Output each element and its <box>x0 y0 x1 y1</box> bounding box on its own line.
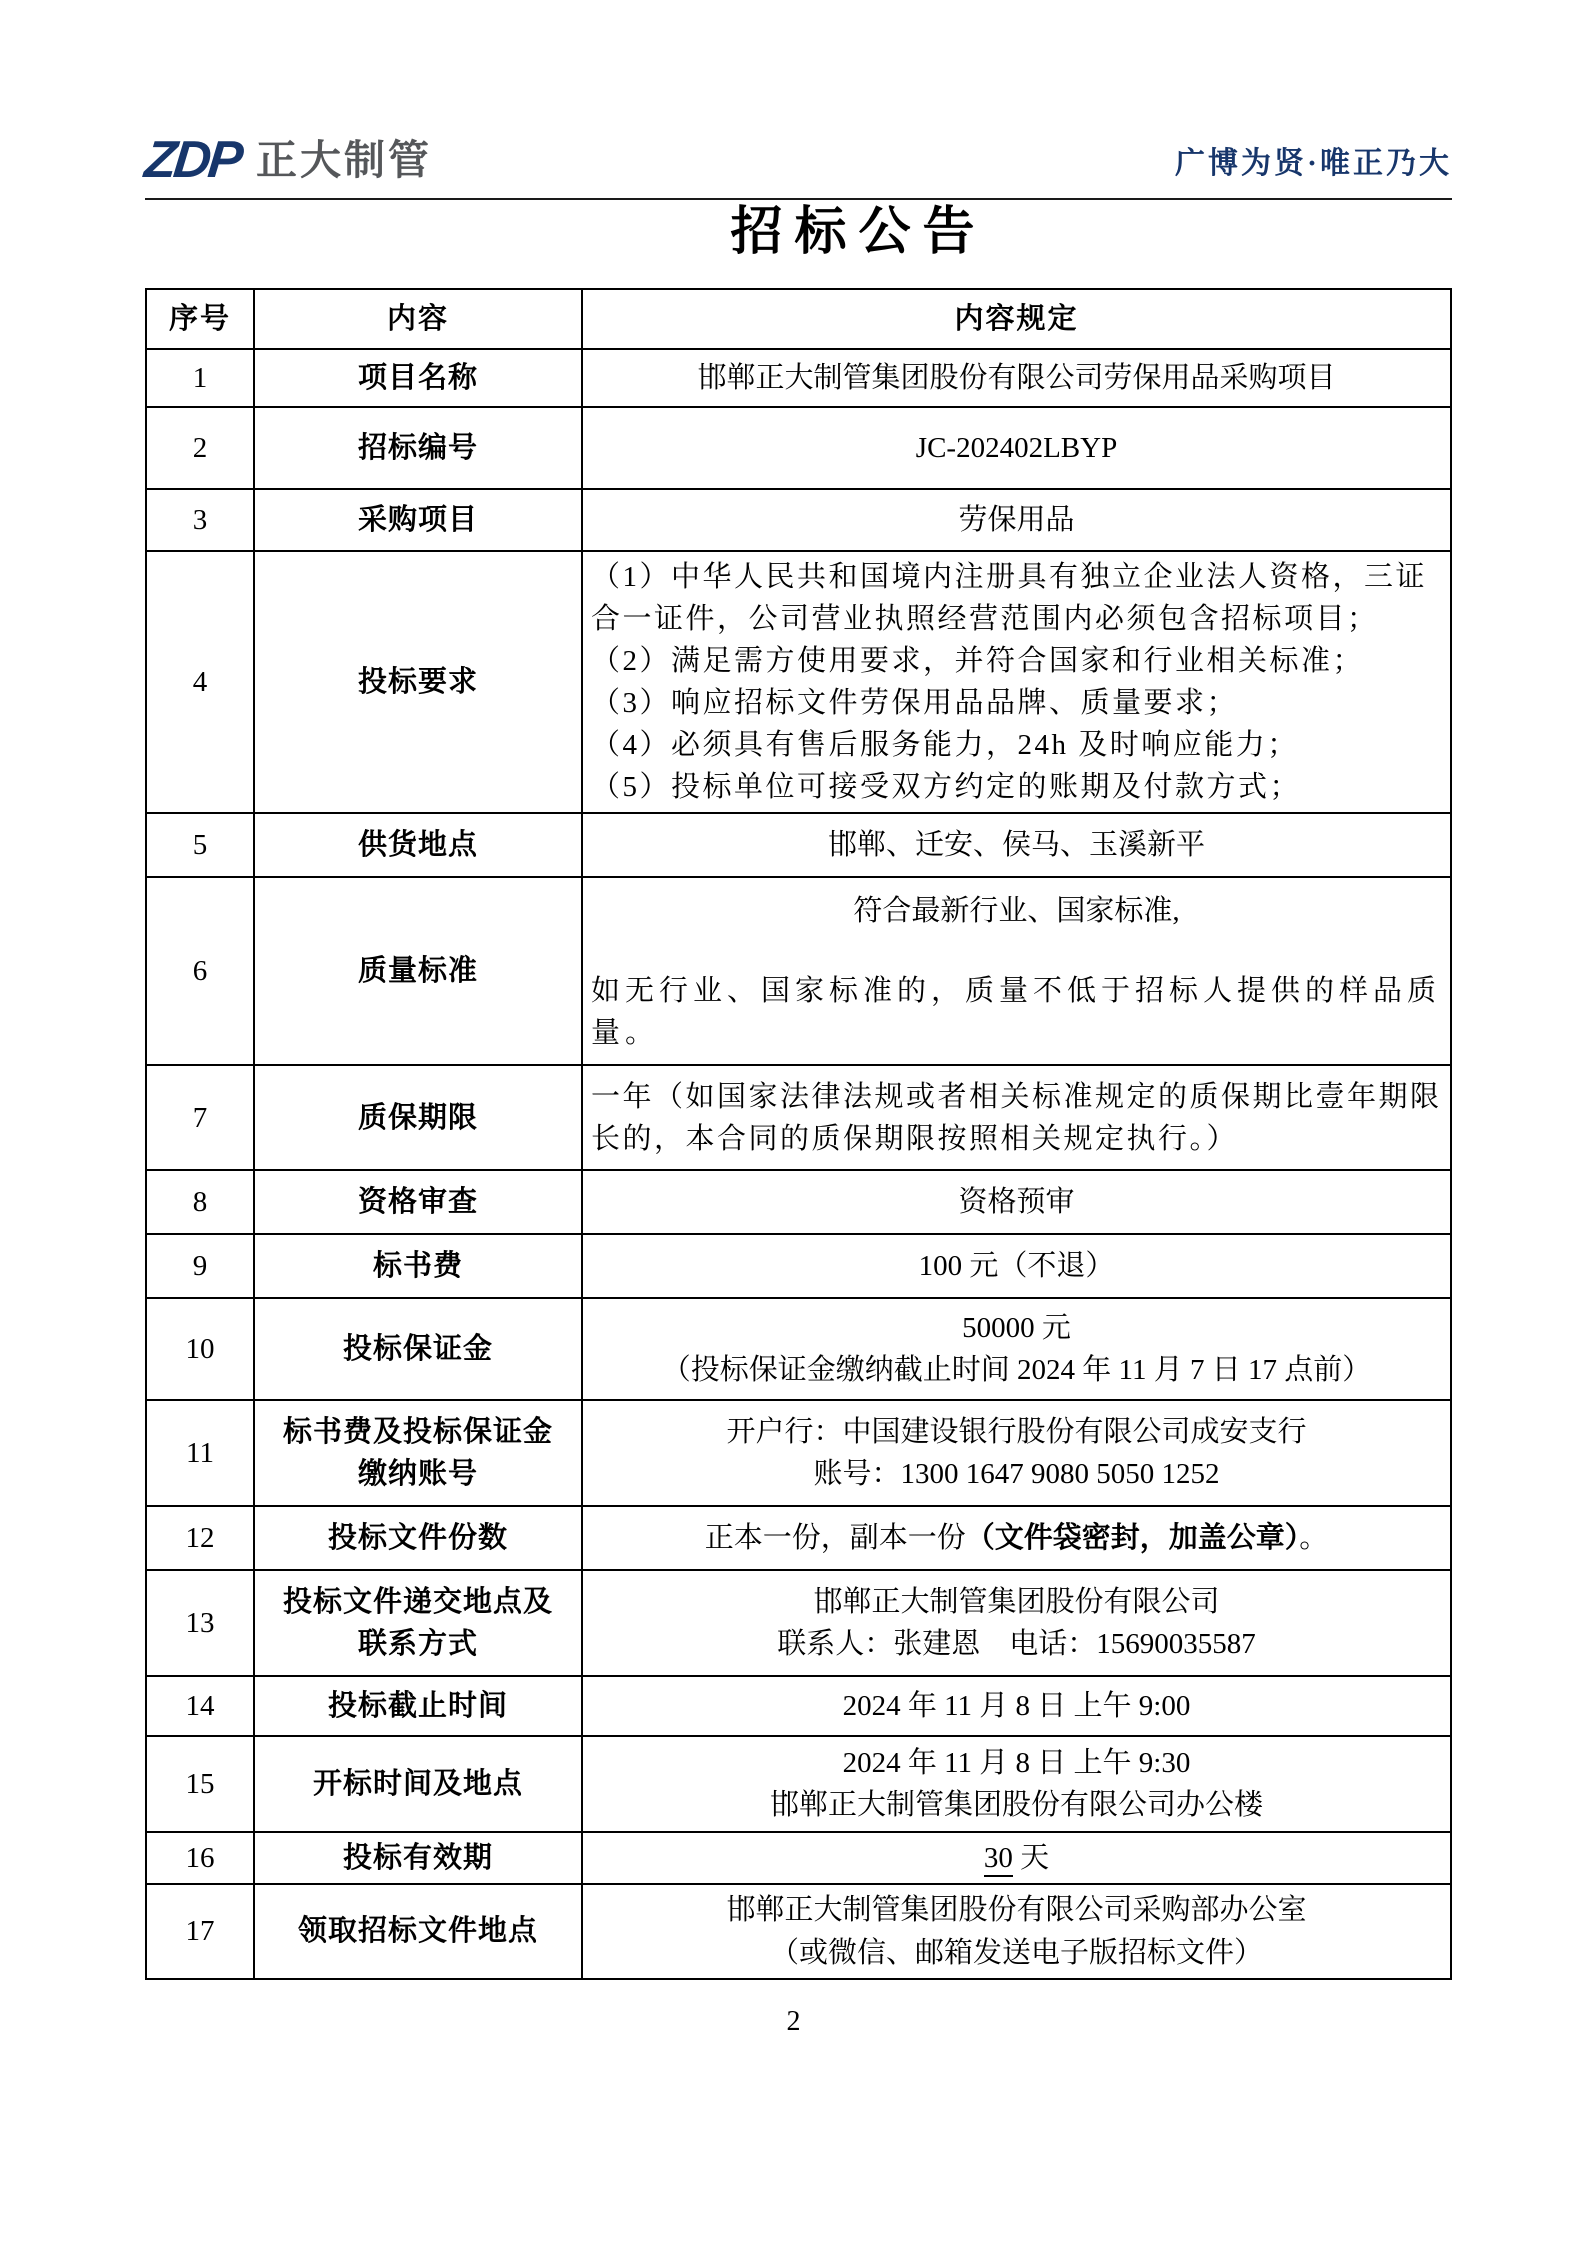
table-row <box>146 1170 1451 1234</box>
row-label: 资格审查 <box>254 1170 582 1234</box>
column-header-no: 序号 <box>146 289 254 349</box>
row-label <box>254 1400 582 1506</box>
row-label: 投标保证金 <box>254 1298 582 1400</box>
table-row <box>146 489 1451 551</box>
content-line: 邯郸正大制管集团股份有限公司 <box>813 1586 1220 1619</box>
table-row <box>146 1676 1451 1736</box>
validity-days-unit: 天 <box>1012 1842 1050 1875</box>
row-number: 16 <box>146 1832 254 1884</box>
table-row <box>146 877 1451 1065</box>
row-content: 劳保用品 <box>582 489 1451 551</box>
row-label: 招标编号 <box>254 407 582 489</box>
row-number: 5 <box>146 813 254 877</box>
row-number: 3 <box>146 489 254 551</box>
zdp-logo-mark: ZDP <box>141 131 244 189</box>
row-number: 13 <box>146 1570 254 1676</box>
row-label <box>254 1570 582 1676</box>
row-number: 10 <box>146 1298 254 1400</box>
label-line: 缴纳账号 <box>357 1458 478 1491</box>
column-header-spec: 内容规定 <box>582 289 1451 349</box>
table-row <box>146 551 1451 813</box>
page-header <box>141 131 1452 200</box>
row-number: 1 <box>146 349 254 407</box>
row-content: 100 元（不退） <box>582 1234 1451 1298</box>
row-label: 投标文件份数 <box>254 1506 582 1570</box>
content-line: （或微信、邮箱发送电子版招标文件） <box>769 1936 1263 1969</box>
row-label: 标书费 <box>254 1234 582 1298</box>
row-label: 开标时间及地点 <box>254 1736 582 1832</box>
row-number: 2 <box>146 407 254 489</box>
label-line: 投标文件递交地点及 <box>282 1586 553 1619</box>
row-label: 质保期限 <box>254 1065 582 1170</box>
table-row <box>146 407 1451 489</box>
row-content <box>582 1884 1451 1978</box>
row-label: 项目名称 <box>254 349 582 407</box>
label-line: 标书费及投标保证金 <box>282 1416 553 1449</box>
row-content: 资格预审 <box>582 1170 1451 1234</box>
content-line: 账号：1300 1647 9080 5050 1252 <box>813 1458 1220 1491</box>
row-content <box>582 551 1451 813</box>
row-label: 投标有效期 <box>254 1832 582 1884</box>
content-line: 2024 年 11 月 8 日 上午 9:30 <box>842 1747 1191 1780</box>
table-row <box>146 813 1451 877</box>
table-row <box>146 1832 1451 1884</box>
row-number: 8 <box>146 1170 254 1234</box>
content-line: （投标保证金缴纳截止时间 2024 年 11 月 7 日 17 点前） <box>661 1354 1372 1387</box>
content-line: 合一证件，公司营业执照经营范围内必须包含招标项目； <box>591 603 1379 636</box>
content-line: 邯郸正大制管集团股份有限公司采购部办公室 <box>726 1894 1307 1927</box>
row-label: 质量标准 <box>254 877 582 1065</box>
content-line: 符合最新行业、国家标准, <box>853 895 1180 928</box>
bid-announcement-table <box>145 288 1452 1980</box>
table-header-row <box>146 289 1451 349</box>
company-slogan: 广博为贤·唯正乃大 <box>1174 147 1452 180</box>
content-line: （2）满足需方使用要求，并符合国家和行业相关标准； <box>591 645 1365 678</box>
row-number: 17 <box>146 1884 254 1978</box>
table-row <box>146 1736 1451 1832</box>
row-content: 邯郸正大制管集团股份有限公司劳保用品采购项目 <box>582 349 1451 407</box>
row-content <box>582 1298 1451 1400</box>
row-number: 15 <box>146 1736 254 1832</box>
content-line: 如无行业、国家标准的，质量不低于招标人提供的样品质量。 <box>591 975 1442 1050</box>
content-line: （5）投标单位可接受双方约定的账期及付款方式； <box>591 771 1302 804</box>
content-text: 正本一份，副本一份 <box>704 1522 966 1555</box>
content-line: （1）中华人民共和国境内注册具有独立企业法人资格，三证 <box>591 561 1428 593</box>
content-line: 联系人：张建恩 电话：15690035587 <box>777 1628 1256 1661</box>
table-row <box>146 349 1451 407</box>
row-content <box>582 1570 1451 1676</box>
row-content: 邯郸、迁安、侯马、玉溪新平 <box>582 813 1451 877</box>
row-label: 领取招标文件地点 <box>254 1884 582 1978</box>
row-content <box>582 1832 1451 1884</box>
label-line: 联系方式 <box>357 1628 478 1661</box>
row-content <box>582 1400 1451 1506</box>
row-label: 采购项目 <box>254 489 582 551</box>
table-row <box>146 1400 1451 1506</box>
table-row <box>146 1298 1451 1400</box>
content-text-bold: （文件袋密封，加盖公章） <box>965 1522 1300 1555</box>
page-number: 2 <box>786 2006 801 2037</box>
company-logo <box>141 131 432 189</box>
row-content: 2024 年 11 月 8 日 上午 9:00 <box>582 1676 1451 1736</box>
page-title: 招标公告 <box>730 204 987 261</box>
content-line: （4）必须具有售后服务能力，24h 及时响应能力； <box>591 729 1299 762</box>
content-line: 50000 元 <box>962 1312 1071 1345</box>
content-line: 开户行：中国建设银行股份有限公司成安支行 <box>726 1416 1307 1449</box>
row-number: 4 <box>146 551 254 813</box>
content-text: 。 <box>1299 1522 1329 1555</box>
row-number: 9 <box>146 1234 254 1298</box>
table-row <box>146 1570 1451 1676</box>
row-content <box>582 1506 1451 1570</box>
table-row <box>146 1065 1451 1170</box>
table-row <box>146 1506 1451 1570</box>
content-line: （3）响应招标文件劳保用品品牌、质量要求； <box>591 687 1239 720</box>
table-row <box>146 1884 1451 1978</box>
content-line: 长的，本合同的质保期限按照相关规定执行。） <box>591 1122 1239 1155</box>
content-line: 一年（如国家法律法规或者相关标准规定的质保期比壹年期限 <box>591 1080 1442 1113</box>
row-number: 14 <box>146 1676 254 1736</box>
row-content: JC-202402LBYP <box>582 407 1451 489</box>
row-label: 投标要求 <box>254 551 582 813</box>
validity-days-value: 30 <box>984 1842 1013 1877</box>
row-label: 供货地点 <box>254 813 582 877</box>
column-header-content: 内容 <box>254 289 582 349</box>
row-content <box>582 1065 1451 1170</box>
company-name: 正大制管 <box>256 136 432 183</box>
table-row <box>146 1234 1451 1298</box>
row-content <box>582 877 1451 1065</box>
row-number: 12 <box>146 1506 254 1570</box>
row-content <box>582 1736 1451 1832</box>
row-number: 7 <box>146 1065 254 1170</box>
row-number: 6 <box>146 877 254 1065</box>
row-number: 11 <box>146 1400 254 1506</box>
content-line: 邯郸正大制管集团股份有限公司办公楼 <box>769 1789 1263 1822</box>
row-label: 投标截止时间 <box>254 1676 582 1736</box>
